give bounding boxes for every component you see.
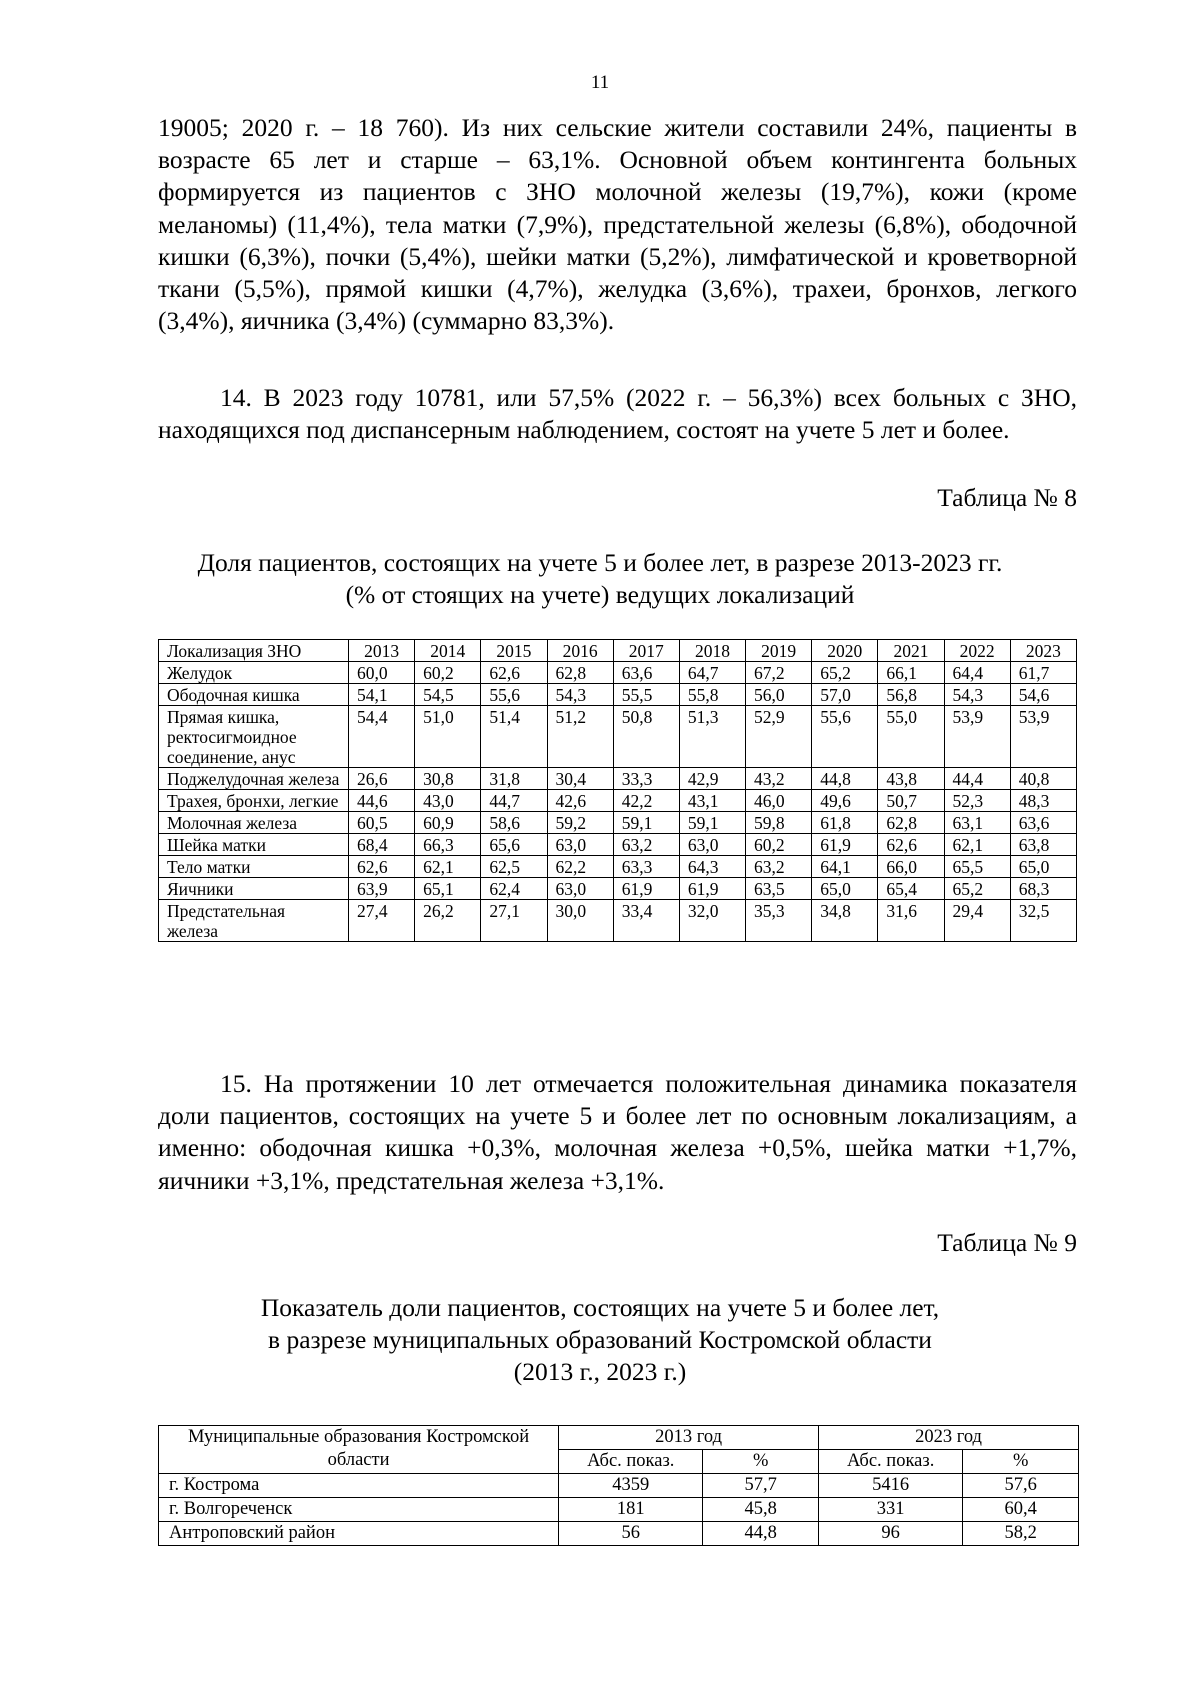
table-9-title-line-1: Показатель доли пациентов, состоящих на учете 5 и более лет, <box>260 1293 940 1322</box>
paragraph-continuation: 19005; 2020 г. – 18 760). Из них сельские жители составили 24%, пациенты в возрасте 65 лет и старше – 63,1%. Основной объем контингента больных формируется из пациентов с ЗНО молочной железы (19,7%), кожи (кроме меланомы) (11,4%), тела матки (7,9%), предстательной железы (6,8%), ободочной кишки (6,3%), почки (5,4%), шейки матки (5,2%), лимфатической и кроветворной ткани (5,5%), прямой кишки (4,7%), желудка (3,6%), трахеи, бронхов, легкого (3,4%), яичника (3,4%) (суммарно 83,3%). <box>158 113 1077 336</box>
table-row <box>159 1474 1079 1498</box>
subheader-abs-2013: Абс. показ. <box>559 1450 703 1474</box>
value-cell: 60,2 <box>746 834 812 856</box>
table-8-title <box>120 547 1080 611</box>
page-number: 11 <box>590 72 610 93</box>
table-9-title-line-2: в разрезе муниципальных образований Костромской области <box>268 1325 932 1354</box>
table-9 <box>158 1425 1079 1546</box>
value-cell: 55,0 <box>878 706 944 768</box>
table-9-header-row <box>159 1426 1079 1450</box>
value-cell: 65,1 <box>415 878 481 900</box>
table-row <box>159 684 1077 706</box>
value-cell: 63,3 <box>613 856 679 878</box>
value-cell: 62,8 <box>878 812 944 834</box>
value-cell: 62,5 <box>481 856 547 878</box>
value-cell: 33,3 <box>613 768 679 790</box>
table-9-caption: Таблица № 9 <box>937 1228 1077 1257</box>
value-cell: 44,8 <box>703 1522 819 1546</box>
value-cell: 44,4 <box>944 768 1010 790</box>
value-cell: 27,4 <box>349 900 415 942</box>
header-cell: 2015 <box>481 640 547 662</box>
header-cell: 2019 <box>746 640 812 662</box>
localization-cell: Желудок <box>159 662 349 684</box>
table-row <box>159 834 1077 856</box>
value-cell: 65,2 <box>812 662 878 684</box>
table-row <box>159 856 1077 878</box>
table-row <box>159 1498 1079 1522</box>
table-8-title-line-1: Доля пациентов, состоящих на учете 5 и более лет, в разрезе 2013-2023 гг. <box>197 548 1003 577</box>
value-cell: 62,1 <box>415 856 481 878</box>
value-cell: 42,6 <box>547 790 613 812</box>
localization-cell: Предстательная железа <box>159 900 349 942</box>
value-cell: 26,2 <box>415 900 481 942</box>
value-cell: 54,1 <box>349 684 415 706</box>
value-cell: 65,6 <box>481 834 547 856</box>
value-cell: 59,1 <box>679 812 745 834</box>
value-cell: 331 <box>819 1498 963 1522</box>
table-row <box>159 790 1077 812</box>
value-cell: 64,7 <box>679 662 745 684</box>
value-cell: 60,4 <box>963 1498 1079 1522</box>
localization-cell: Молочная железа <box>159 812 349 834</box>
table-8-header-row <box>159 640 1077 662</box>
region-cell: г. Волгореченск <box>159 1498 559 1522</box>
paragraph-15: 15. На протяжении 10 лет отмечается положительная динамика показателя доли пациентов, состоящих на учете 5 и более лет по основным локализациям, а именно: ободочная кишка +0,3%, молочная железа +0,5%, шейка матки +1,7%, яичники +3,1%, предстательная железа +3,1%. <box>158 1069 1077 1195</box>
value-cell: 51,4 <box>481 706 547 768</box>
header-cell: 2016 <box>547 640 613 662</box>
value-cell: 60,2 <box>415 662 481 684</box>
value-cell: 63,0 <box>679 834 745 856</box>
value-cell: 52,3 <box>944 790 1010 812</box>
table-8-title-line-2: (% от стоящих на учете) ведущих локализаций <box>345 580 855 609</box>
value-cell: 5416 <box>819 1474 963 1498</box>
value-cell: 65,5 <box>944 856 1010 878</box>
table-row <box>159 812 1077 834</box>
table-8 <box>158 639 1077 942</box>
value-cell: 61,9 <box>679 878 745 900</box>
value-cell: 50,7 <box>878 790 944 812</box>
value-cell: 30,8 <box>415 768 481 790</box>
value-cell: 64,3 <box>679 856 745 878</box>
value-cell: 62,2 <box>547 856 613 878</box>
value-cell: 55,5 <box>613 684 679 706</box>
value-cell: 42,2 <box>613 790 679 812</box>
value-cell: 43,2 <box>746 768 812 790</box>
value-cell: 32,5 <box>1010 900 1076 942</box>
value-cell: 62,6 <box>878 834 944 856</box>
value-cell: 61,9 <box>613 878 679 900</box>
table-row <box>159 706 1077 768</box>
header-cell: 2013 <box>349 640 415 662</box>
value-cell: 43,8 <box>878 768 944 790</box>
region-cell: г. Кострома <box>159 1474 559 1498</box>
value-cell: 46,0 <box>746 790 812 812</box>
table-row <box>159 768 1077 790</box>
value-cell: 44,7 <box>481 790 547 812</box>
value-cell: 63,8 <box>1010 834 1076 856</box>
value-cell: 40,8 <box>1010 768 1076 790</box>
localization-cell: Трахея, бронхи, легкие <box>159 790 349 812</box>
value-cell: 65,0 <box>812 878 878 900</box>
value-cell: 54,5 <box>415 684 481 706</box>
header-year-2023: 2023 год <box>819 1426 1079 1450</box>
value-cell: 31,8 <box>481 768 547 790</box>
value-cell: 57,6 <box>963 1474 1079 1498</box>
value-cell: 56,8 <box>878 684 944 706</box>
value-cell: 51,2 <box>547 706 613 768</box>
value-cell: 65,2 <box>944 878 1010 900</box>
table-8-caption: Таблица № 8 <box>937 483 1077 512</box>
value-cell: 57,0 <box>812 684 878 706</box>
subheader-pct-2023: % <box>963 1450 1079 1474</box>
value-cell: 63,6 <box>613 662 679 684</box>
value-cell: 59,2 <box>547 812 613 834</box>
value-cell: 57,7 <box>703 1474 819 1498</box>
value-cell: 65,0 <box>1010 856 1076 878</box>
table-9-title-line-3: (2013 г., 2023 г.) <box>513 1357 687 1386</box>
value-cell: 62,4 <box>481 878 547 900</box>
value-cell: 55,8 <box>679 684 745 706</box>
value-cell: 63,0 <box>547 834 613 856</box>
value-cell: 96 <box>819 1522 963 1546</box>
value-cell: 68,4 <box>349 834 415 856</box>
value-cell: 56,0 <box>746 684 812 706</box>
value-cell: 45,8 <box>703 1498 819 1522</box>
value-cell: 33,4 <box>613 900 679 942</box>
value-cell: 51,0 <box>415 706 481 768</box>
localization-cell: Поджелудочная железа <box>159 768 349 790</box>
value-cell: 59,1 <box>613 812 679 834</box>
value-cell: 42,9 <box>679 768 745 790</box>
value-cell: 53,9 <box>1010 706 1076 768</box>
subheader-pct-2013: % <box>703 1450 819 1474</box>
value-cell: 64,1 <box>812 856 878 878</box>
value-cell: 63,9 <box>349 878 415 900</box>
value-cell: 63,1 <box>944 812 1010 834</box>
value-cell: 181 <box>559 1498 703 1522</box>
header-region-cell: Муниципальные образования Костромской области <box>159 1426 559 1474</box>
value-cell: 50,8 <box>613 706 679 768</box>
value-cell: 34,8 <box>812 900 878 942</box>
value-cell: 64,4 <box>944 662 1010 684</box>
value-cell: 30,4 <box>547 768 613 790</box>
value-cell: 68,3 <box>1010 878 1076 900</box>
value-cell: 30,0 <box>547 900 613 942</box>
localization-cell: Ободочная кишка <box>159 684 349 706</box>
table-row <box>159 878 1077 900</box>
value-cell: 66,1 <box>878 662 944 684</box>
value-cell: 43,0 <box>415 790 481 812</box>
value-cell: 27,1 <box>481 900 547 942</box>
table-9-title <box>120 1292 1080 1388</box>
value-cell: 52,9 <box>746 706 812 768</box>
value-cell: 60,5 <box>349 812 415 834</box>
header-year-2013: 2013 год <box>559 1426 819 1450</box>
value-cell: 53,9 <box>944 706 1010 768</box>
value-cell: 66,0 <box>878 856 944 878</box>
value-cell: 4359 <box>559 1474 703 1498</box>
value-cell: 63,0 <box>547 878 613 900</box>
value-cell: 63,2 <box>613 834 679 856</box>
value-cell: 43,1 <box>679 790 745 812</box>
paragraph-14: 14. В 2023 году 10781, или 57,5% (2022 г. – 56,3%) всех больных с ЗНО, находящихся под диспансерным наблюдением, состоят на учете 5 лет и более. <box>158 383 1077 445</box>
table-row <box>159 662 1077 684</box>
value-cell: 65,4 <box>878 878 944 900</box>
localization-cell: Яичники <box>159 878 349 900</box>
value-cell: 54,3 <box>547 684 613 706</box>
header-cell: 2021 <box>878 640 944 662</box>
value-cell: 55,6 <box>812 706 878 768</box>
value-cell: 61,7 <box>1010 662 1076 684</box>
value-cell: 44,6 <box>349 790 415 812</box>
value-cell: 61,9 <box>812 834 878 856</box>
header-cell: 2022 <box>944 640 1010 662</box>
value-cell: 44,8 <box>812 768 878 790</box>
value-cell: 29,4 <box>944 900 1010 942</box>
value-cell: 62,1 <box>944 834 1010 856</box>
value-cell: 63,5 <box>746 878 812 900</box>
value-cell: 26,6 <box>349 768 415 790</box>
value-cell: 63,2 <box>746 856 812 878</box>
value-cell: 67,2 <box>746 662 812 684</box>
header-cell: 2014 <box>415 640 481 662</box>
value-cell: 32,0 <box>679 900 745 942</box>
value-cell: 58,6 <box>481 812 547 834</box>
value-cell: 54,4 <box>349 706 415 768</box>
localization-cell: Шейка матки <box>159 834 349 856</box>
header-cell: Локализация ЗНО <box>159 640 349 662</box>
value-cell: 55,6 <box>481 684 547 706</box>
header-cell: 2023 <box>1010 640 1076 662</box>
value-cell: 35,3 <box>746 900 812 942</box>
value-cell: 62,6 <box>349 856 415 878</box>
table-row <box>159 900 1077 942</box>
value-cell: 48,3 <box>1010 790 1076 812</box>
localization-cell: Прямая кишка, ректосигмоидное соединение, анус <box>159 706 349 768</box>
header-cell: 2017 <box>613 640 679 662</box>
localization-cell: Тело матки <box>159 856 349 878</box>
value-cell: 31,6 <box>878 900 944 942</box>
region-cell: Антроповский район <box>159 1522 559 1546</box>
table-row <box>159 1522 1079 1546</box>
header-cell: 2020 <box>812 640 878 662</box>
value-cell: 49,6 <box>812 790 878 812</box>
value-cell: 59,8 <box>746 812 812 834</box>
subheader-abs-2023: Абс. показ. <box>819 1450 963 1474</box>
value-cell: 61,8 <box>812 812 878 834</box>
header-cell: 2018 <box>679 640 745 662</box>
value-cell: 51,3 <box>679 706 745 768</box>
value-cell: 58,2 <box>963 1522 1079 1546</box>
value-cell: 60,9 <box>415 812 481 834</box>
value-cell: 62,6 <box>481 662 547 684</box>
value-cell: 54,6 <box>1010 684 1076 706</box>
value-cell: 63,6 <box>1010 812 1076 834</box>
value-cell: 62,8 <box>547 662 613 684</box>
value-cell: 56 <box>559 1522 703 1546</box>
value-cell: 66,3 <box>415 834 481 856</box>
value-cell: 54,3 <box>944 684 1010 706</box>
value-cell: 60,0 <box>349 662 415 684</box>
